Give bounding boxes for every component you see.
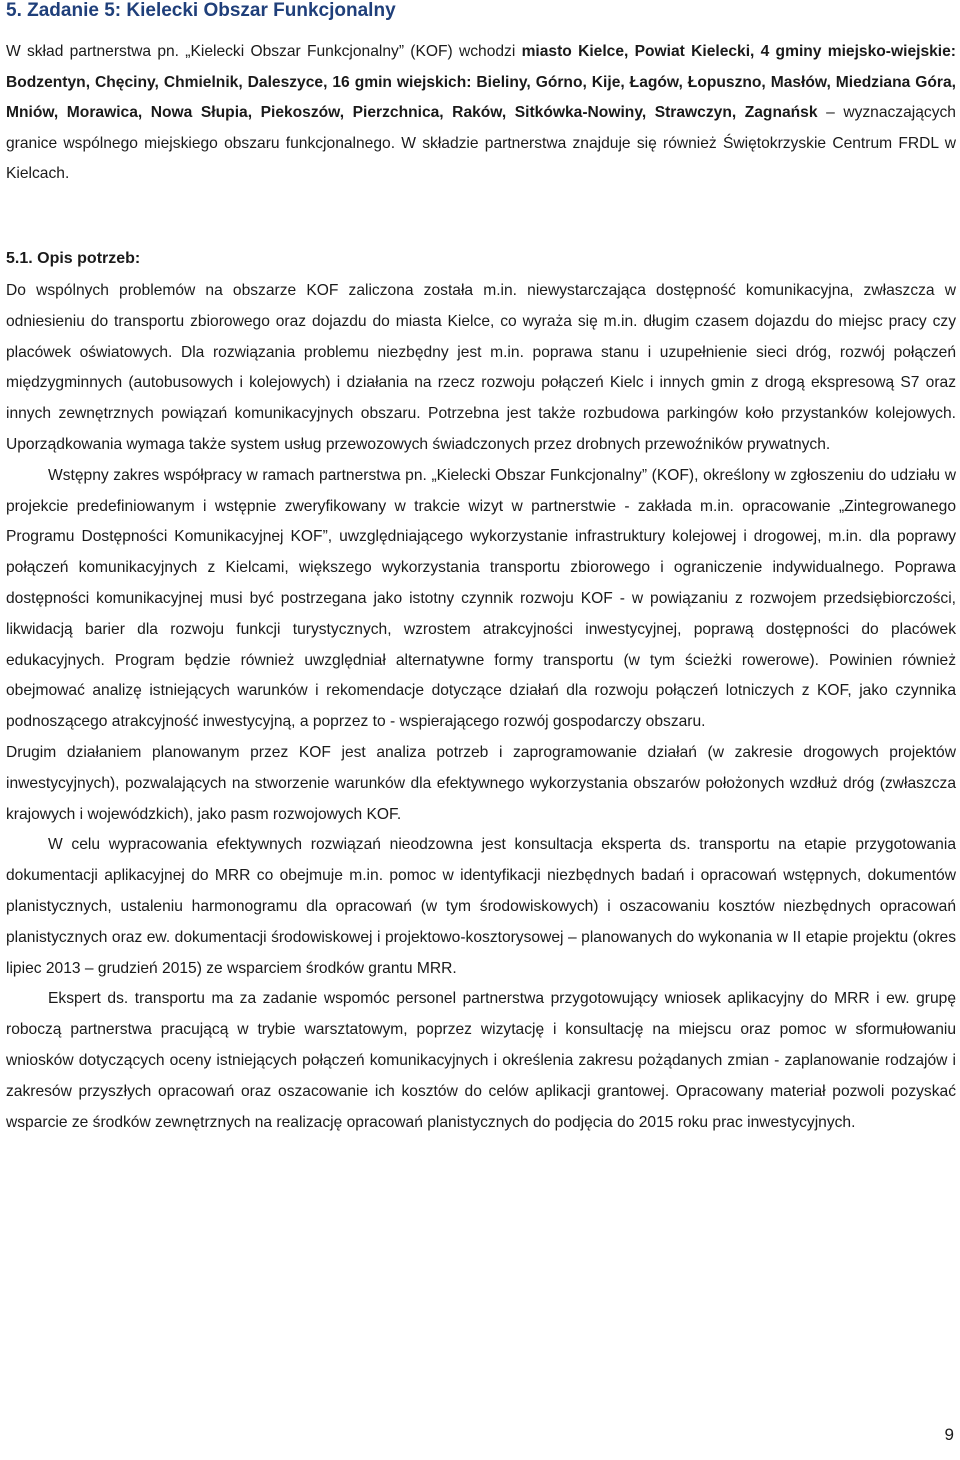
- paragraph-second-action: Drugim działaniem planowanym przez KOF jest analiza potrzeb i zaprogramowanie działań (w zakresie drogowych projektów inwestycyjnych), pozwalających na stworzenie warunków dla efektywnego wykorzystania obszarów położonych wzdłuż dróg (zwłaszcza krajowych i wojewódzkich), jako pasm rozwojowych KOF.: [6, 743, 956, 823]
- paragraph-expert-tasks: Ekspert ds. transportu ma za zadanie wspomóc personel partnerstwa przygotowujący wniosek aplikacyjny do MRR i ew. grupę roboczą partnerstwa pracującą w trybie warsztatowym, poprzez wizytację i konsultację na miejscu oraz pomoc w sformułowaniu wniosków dotyczących oceny istniejących połączeń komunikacyjnych i określenia zakresu pożądanych zmian - zaplanowanie rodzajów i zakresów przyszłych opracowań oraz oszacowanie ich kosztów do celów aplikacji grantowej. Opracowany materiał pozwoli pozyskać wsparcie ze środków zewnętrznych na realizację opracowań planistycznych do podjęcia do 2015 roku prac inwestycyjnych.: [6, 990, 956, 1131]
- body-text: [6, 276, 956, 1138]
- intro-paragraph: [6, 37, 956, 190]
- paragraph-expert-consultation: W celu wypracowania efektywnych rozwiązań nieodzowna jest konsultacja eksperta ds. transportu na etapie przygotowania dokumentacji aplikacyjnej do MRR co obejmuje m.in. pomoc w identyfikacji niezbędnych badań i opracowań wstępnych, dokumentów planistycznych, ustaleniu harmonogramu dla opracowań (w tym środowiskowych) i oszacowaniu kosztów niezbędnych opracowań planistycznych oraz ew. dokumentacji środowiskowej i projektowo-kosztorysowej – planowanych do wykonania w II etapie projektu (okres lipiec 2013 – grudzień 2015) ze wsparciem środków grantu MRR.: [6, 836, 956, 977]
- section-heading: 5. Zadanie 5: Kielecki Obszar Funkcjonalny: [6, 0, 396, 21]
- intro-text-end: – wyznaczających granice wspólnego miejskiego obszaru funkcjonalnego. W składzie partnerstwa znajduje się również Świętokrzyskie Centrum FRDL w Kielcach.: [6, 104, 956, 182]
- paragraph-cooperation-scope: Wstępny zakres współpracy w ramach partnerstwa pn. „Kielecki Obszar Funkcjonalny” (KOF), określony w zgłoszeniu do udziału w projekcie predefiniowanym i wstępnie zweryfikowany w trakcie wizyt w partnerstwie - zakłada m.in. opracowanie „Zintegrowanego Programu Dostępności Komunikacyjnej KOF”, uwzględniającego wykorzystanie infrastruktury kolejowej i drogowej, m.in. dla poprawy połączeń komunikacyjnych z Kielcami, większego wykorzystania transportu zbiorowego i ograniczenie indywidualnego. Poprawa dostępności komunikacyjnej musi być postrzegana jako istotny czynnik rozwoju KOF - w powiązaniu z rozwojem przedsiębiorczości, likwidacją barier dla rozwoju funkcji turystycznych, wzrostem atrakcyjności inwestycyjnej, poprawą dostępności do placówek edukacyjnych. Program będzie również uwzględniał alternatywne formy transportu (w tym ścieżki rowerowe). Powinien również obejmować analizę istniejących warunków i rekomendacje dotyczące działań dla rozwoju połączeń lotniczych z KOF, jako czynnika podnoszącego atrakcyjność inwestycyjną, a poprzez to - wspierającego rozwój gospodarczy obszaru.: [6, 466, 956, 731]
- intro-member-list: miasto Kielce, Powiat Kielecki, 4 gminy miejsko-wiejskie: Bodzentyn, Chęciny, Chmielnik, Daleszyce, 16 gmin wiejskich: Bieliny, Górno, Kije, Łagów, Łopuszno, Masłów, Miedziana Góra, Mniów, Morawica, Nowa Słupia, Piekoszów, Pierzchnica, Raków, Sitkówka-Nowiny, Strawczyn, Zagnańsk: [6, 43, 956, 121]
- page-number: 9: [944, 1425, 954, 1444]
- intro-text-start: W skład partnerstwa pn. „Kielecki Obszar Funkcjonalny” (KOF) wchodzi: [6, 43, 522, 60]
- paragraph-needs: Do wspólnych problemów na obszarze KOF zaliczona została m.in. niewystarczająca dostępność komunikacyjna, zwłaszcza w odniesieniu do transportu zbiorowego oraz dojazdu do miasta Kielce, co wyraża się m.in. długim czasem dojazdu do miejsc pracy czy placówek oświatowych. Dla rozwiązania problemu niezbędny jest m.in. poprawa stanu i uzupełnienie sieci dróg, rozwój połączeń międzygminnych (autobusowych i kolejowych) i działania na rzecz rozwoju połączeń Kielc i innych gmin z drogą ekspresową S7 oraz innych zewnętrznych powiązań komunikacyjnych obszaru. Potrzebna jest także rozbudowa parkingów koło przystanków kolejowych. Uporządkowania wymaga także system usług przewozowych świadczonych przez drobnych przewoźników prywatnych.: [6, 282, 956, 453]
- subsection-heading: 5.1. Opis potrzeb:: [6, 250, 141, 267]
